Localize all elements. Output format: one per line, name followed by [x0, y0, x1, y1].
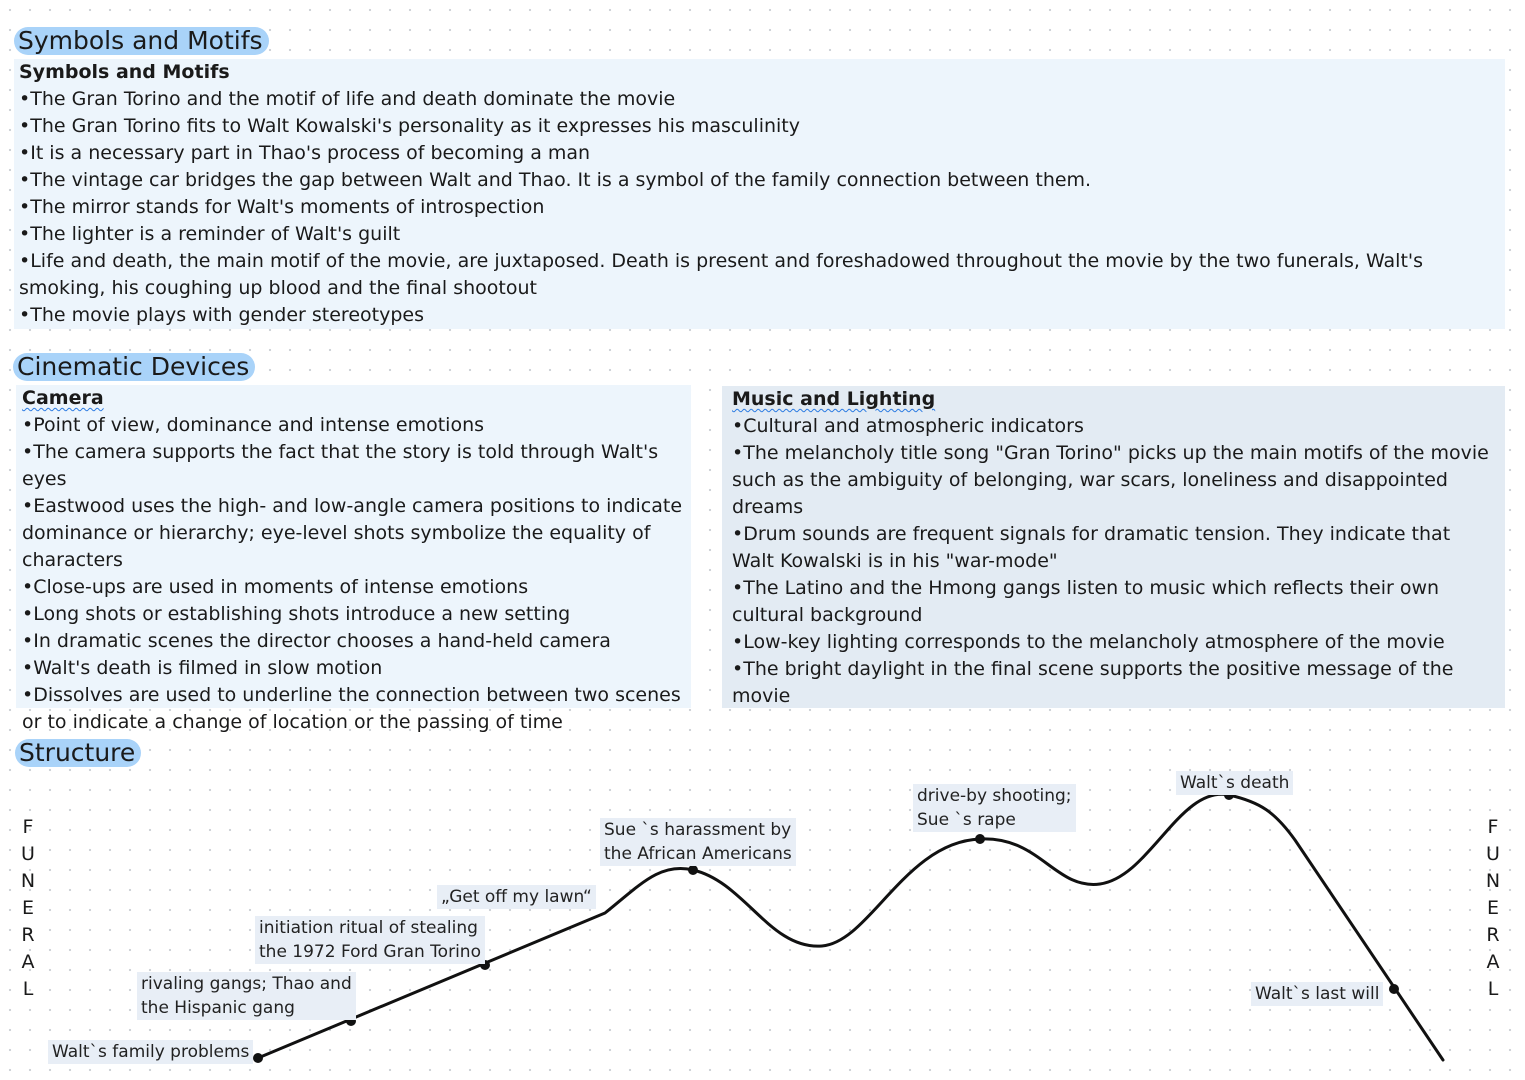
vertical-letter: A: [1486, 951, 1500, 973]
camera-title: Camera: [22, 387, 104, 409]
section-heading-cinematic: Cinematic Devices: [13, 353, 255, 381]
event-label: rivaling gangs; Thao and the Hispanic gang: [137, 972, 356, 1020]
list-item: • Eastwood uses the high- and low-angle camera positions to indicate dominance or hierarchy; eye-level shots symbolize the equality of characters: [22, 493, 684, 574]
list-item: • The Latino and the Hmong gangs listen to music which reflects their own cultural background: [732, 575, 1497, 629]
list-item: • Long shots or establishing shots introduce a new setting: [22, 601, 684, 628]
list-item: • In dramatic scenes the director chooses a hand-held camera: [22, 628, 684, 655]
list-item: • The Gran Torino and the motif of life and death dominate the movie: [19, 86, 1459, 113]
vertical-letter: U: [1486, 843, 1500, 865]
event-label: Walt`s death: [1176, 771, 1293, 795]
vertical-letter: L: [22, 978, 34, 1000]
list-item: • The vintage car bridges the gap between Walt and Thao. It is a symbol of the family connection between them.: [19, 167, 1459, 194]
list-item: • Low-key lighting corresponds to the melancholy atmosphere of the movie: [732, 629, 1497, 656]
list-item: • The lighter is a reminder of Walt's guilt: [19, 221, 1459, 248]
vertical-letter: R: [21, 924, 35, 946]
list-item: • The melancholy title song "Gran Torino" picks up the main motifs of the movie such as the ambiguity of belonging, war scars, loneliness and disappointed dreams: [732, 440, 1497, 521]
vertical-letter: L: [1487, 978, 1499, 1000]
section-heading-structure: Structure: [15, 739, 141, 767]
vertical-letter: R: [1486, 924, 1500, 946]
music-title: Music and Lighting: [732, 388, 936, 410]
list-item: • Life and death, the main motif of the movie, are juxtaposed. Death is present and foreshadowed throughout the movie by the two funerals, Walt's smoking, his coughing up blood and the final shootout: [19, 248, 1459, 302]
list-item: • It is a necessary part in Thao's process of becoming a man: [19, 140, 1459, 167]
list-item: • Cultural and atmospheric indicators: [732, 413, 1497, 440]
list-item: • Walt's death is filmed in slow motion: [22, 655, 684, 682]
list-item: • The bright daylight in the final scene supports the positive message of the movie: [732, 656, 1497, 710]
plot-point: [1389, 984, 1399, 994]
plot-point: [688, 865, 698, 875]
event-label: initiation ritual of stealing the 1972 Ford Gran Torino: [255, 916, 485, 964]
list-item: • The mirror stands for Walt's moments of introspection: [19, 194, 1459, 221]
list-item: • Point of view, dominance and intense emotions: [22, 412, 684, 439]
section-heading-symbols: Symbols and Motifs: [14, 27, 269, 55]
vertical-letter: N: [20, 870, 36, 892]
vertical-letter: F: [22, 816, 34, 838]
list-item: • The camera supports the fact that the story is told through Walt's eyes: [22, 439, 684, 493]
list-item: • Close-ups are used in moments of intense emotions: [22, 574, 684, 601]
list-item: • Dissolves are used to underline the connection between two scenes or to indicate a change of location or the passing of time: [22, 682, 684, 736]
plot-point: [253, 1053, 263, 1063]
list-item: • The movie plays with gender stereotypes: [19, 302, 1459, 329]
vertical-letter: E: [21, 897, 34, 919]
event-label: „Get off my lawn“: [437, 885, 596, 909]
vertical-letter: E: [1486, 897, 1499, 919]
list-item: • Drum sounds are frequent signals for dramatic tension. They indicate that Walt Kowalski is in his "war-mode": [732, 521, 1497, 575]
event-label: Sue `s harassment by the African Americans: [600, 818, 796, 866]
vertical-letter: F: [1487, 816, 1499, 838]
event-label: Walt`s family problems: [48, 1040, 253, 1064]
list-item: • The Gran Torino fits to Walt Kowalski's personality as it expresses his masculinity: [19, 113, 1459, 140]
event-label: drive-by shooting; Sue `s rape: [913, 784, 1076, 832]
event-label: Walt`s last will: [1251, 982, 1383, 1006]
plot-point: [975, 834, 985, 844]
vertical-letter: A: [21, 951, 35, 973]
vertical-letter: U: [21, 843, 35, 865]
vertical-letter: N: [1485, 870, 1501, 892]
symbols-title: Symbols and Motifs: [19, 61, 230, 83]
